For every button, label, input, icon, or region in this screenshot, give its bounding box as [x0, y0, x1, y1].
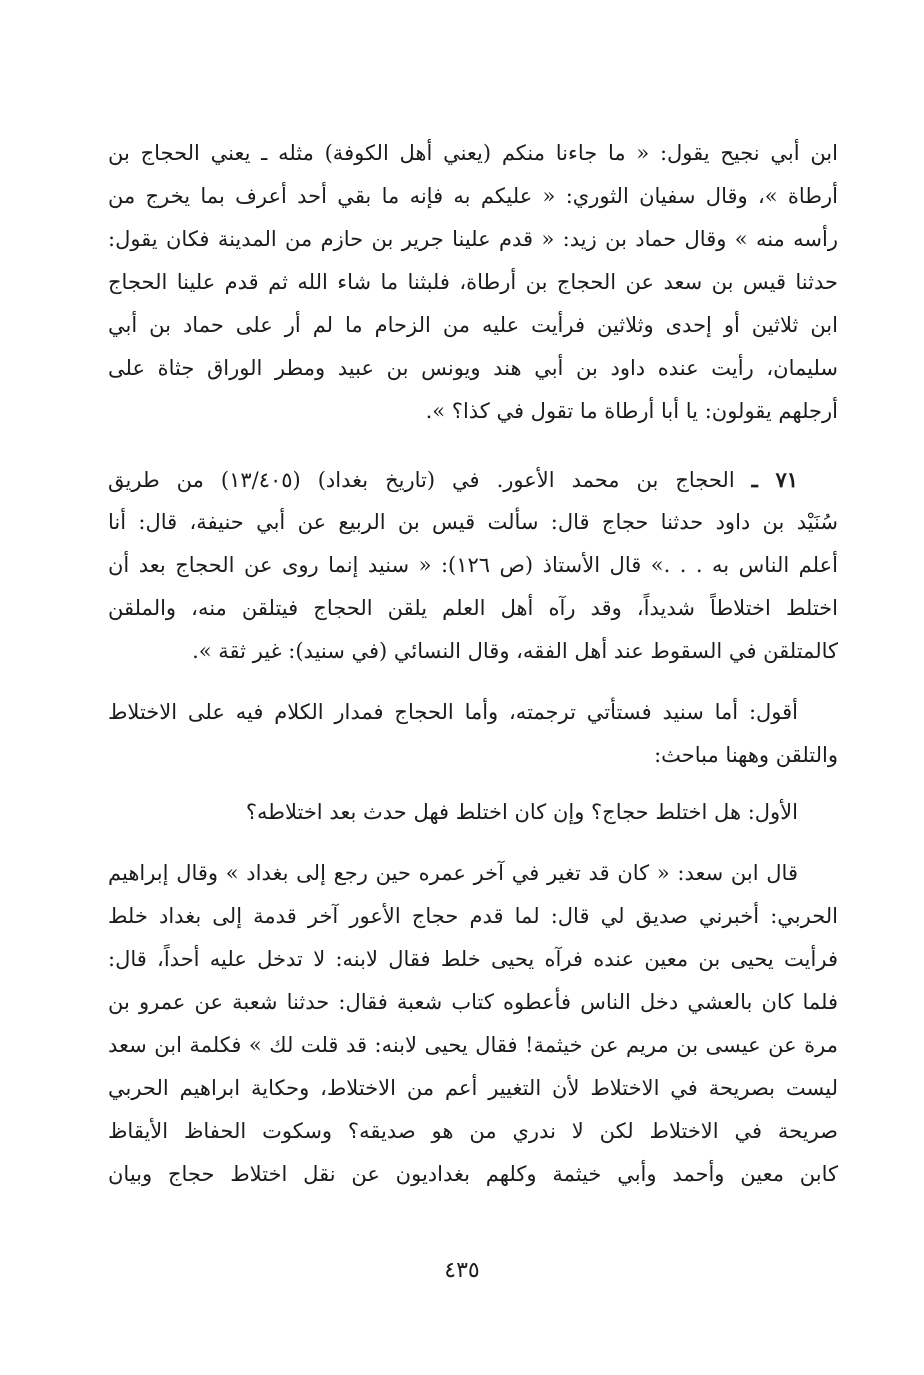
text-line: ابن ثلاثين أو إحدى وثلاثين فرأيت عليه من الزحام ما لم أر على حماد بن أبي — [108, 313, 838, 337]
text-line: كابن معين وأحمد وأبي خيثمة وكلهم بغداديون عن نقل اختلاط حجاج وبيان — [108, 1162, 838, 1186]
paragraph-5 — [108, 852, 838, 1196]
text-line: اختلط اختلاطاً شديداً، وقد رآه أهل العلم يلقن الحجاج فيتلقن منه، والملقن — [108, 596, 838, 620]
paragraph-gap — [108, 433, 838, 458]
text-line: حدثنا قيس بن سعد عن الحجاج بن أرطاة، فلبثنا ما شاء الله ثم قدم علينا الحجاج — [108, 270, 838, 294]
text-line: سليمان، رأيت عنده داود بن أبي هند ويونس بن عبيد ومطر الوراق جثاة على — [108, 356, 838, 380]
paragraph-gap — [108, 673, 838, 691]
text-line: مرة عن عيسى بن مريم عن خيثمة! فقال يحيى لابنه: قد قلت لك » فكلمة ابن سعد — [108, 1033, 838, 1057]
paragraph-4 — [108, 791, 838, 834]
paragraph-gap — [108, 777, 838, 791]
text-line: صريحة في الاختلاط لكن لا ندري من هو صديقه؟ وسكوت الحفاظ الأيقاظ — [108, 1119, 838, 1143]
text-line: كالمتلقن في السقوط عند أهل الفقه، وقال النسائي (في سنيد): غير ثقة ». — [192, 639, 838, 663]
text-line: سُنَيْد بن داود حدثنا حجاج قال: سألت قيس بن الربيع عن أبي حنيفة، قال: أنا — [108, 510, 838, 534]
paragraph-2 — [108, 458, 838, 673]
entry-number: ٧١ ـ — [751, 467, 798, 492]
text-line: أقول: أما سنيد فستأتي ترجمته، وأما الحجاج فمدار الكلام فيه على الاختلاط — [108, 700, 798, 724]
text-line: فرأيت يحيى بن معين عنده فرآه يحيى خلط فقال لابنه: لا تدخل عليه أحداً، قال: — [108, 947, 838, 971]
paragraph-1 — [108, 132, 838, 433]
text-line: أعلم الناس به . . .» قال الأستاذ (ص ١٢٦): « سنيد إنما روى عن الحجاج بعد أن — [108, 553, 838, 577]
text-line: الحربي: أخبرني صديق لي قال: لما قدم حجاج الأعور آخر قدمة إلى بغداد خلط — [108, 904, 838, 928]
paragraph-gap — [108, 834, 838, 852]
text-line: والتلقن وههنا مباحث: — [654, 743, 838, 767]
paragraph-3 — [108, 691, 838, 777]
page-number: ٤٣٥ — [444, 1258, 480, 1283]
text-line: ابن أبي نجيح يقول: « ما جاءنا منكم (يعني أهل الكوفة) مثله ـ يعني الحجاج بن — [108, 141, 838, 165]
text-line: أرجلهم يقولون: يا أبا أرطاة ما تقول في كذا؟ ». — [425, 399, 838, 423]
text-line — [108, 458, 838, 501]
text-line: أرطاة »، وقال سفيان الثوري: « عليكم به فإنه ما بقي أحد أعرف بما يخرج من — [108, 184, 838, 208]
page-body — [108, 132, 838, 1196]
text-line: ليست بصريحة في الاختلاط لأن التغيير أعم من الاختلاط، وحكاية ابراهيم الحربي — [108, 1076, 838, 1100]
text-line: قال ابن سعد: « كان قد تغير في آخر عمره حين رجع إلى بغداد » وقال إبراهيم — [108, 861, 798, 885]
text-line: الأول: هل اختلط حجاج؟ وإن كان اختلط فهل حدث بعد اختلاطه؟ — [245, 800, 798, 824]
text-line: فلما كان بالعشي دخل الناس فأعطوه كتاب شعبة فقال: حدثنا شعبة عن عمرو بن — [108, 990, 838, 1014]
entry-heading-text: الحجاج بن محمد الأعور. في (تاريخ بغداد) (١٣/٤٠٥) من طريق — [108, 468, 735, 492]
text-line: رأسه منه » وقال حماد بن زيد: « قدم علينا جرير بن حازم من المدينة فكان يقول: — [108, 227, 838, 251]
